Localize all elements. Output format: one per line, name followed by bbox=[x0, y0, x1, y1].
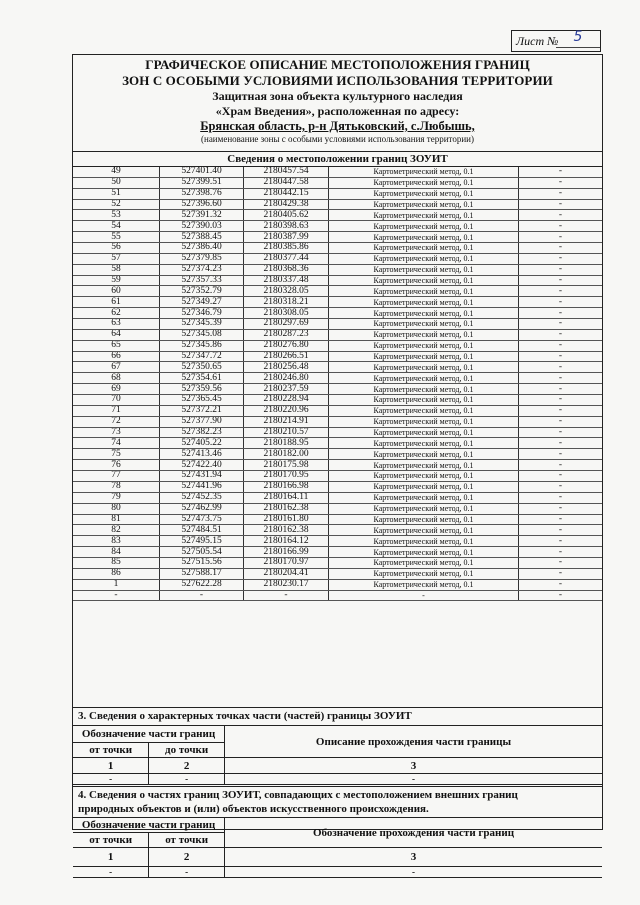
s3-num-3: 3 bbox=[225, 758, 603, 774]
s4-num-2: 2 bbox=[149, 848, 225, 867]
method-cell: Картометрический метод, 0.1 bbox=[329, 340, 519, 351]
table-row bbox=[73, 514, 602, 525]
method-cell: Картометрический метод, 0.1 bbox=[329, 395, 519, 406]
point-number-cell: 77 bbox=[73, 471, 160, 482]
method-cell: Картометрический метод, 0.1 bbox=[329, 286, 519, 297]
point-number-cell: 85 bbox=[73, 557, 160, 568]
x-coordinate-cell: - bbox=[160, 590, 244, 601]
description-cell: - bbox=[519, 405, 603, 416]
table-row bbox=[73, 568, 602, 579]
table-row bbox=[73, 384, 602, 395]
s4-cell-desc: - bbox=[225, 867, 603, 878]
x-coordinate-cell: 527398.76 bbox=[160, 188, 244, 199]
y-coordinate-cell: 2180164.11 bbox=[244, 492, 329, 503]
y-coordinate-cell: 2180246.80 bbox=[244, 373, 329, 384]
method-cell: Картометрический метод, 0.1 bbox=[329, 210, 519, 221]
s4-num-3: 3 bbox=[225, 848, 603, 867]
method-cell: Картометрический метод, 0.1 bbox=[329, 492, 519, 503]
method-cell: Картометрический метод, 0.1 bbox=[329, 253, 519, 264]
x-coordinate-cell: 527345.86 bbox=[160, 340, 244, 351]
x-coordinate-cell: 527622.28 bbox=[160, 579, 244, 590]
x-coordinate-cell: 527352.79 bbox=[160, 286, 244, 297]
y-coordinate-cell: 2180328.05 bbox=[244, 286, 329, 297]
x-coordinate-cell: 527357.33 bbox=[160, 275, 244, 286]
x-coordinate-cell: 527462.99 bbox=[160, 503, 244, 514]
method-cell: Картометрический метод, 0.1 bbox=[329, 243, 519, 254]
y-coordinate-cell: 2180377.44 bbox=[244, 253, 329, 264]
y-coordinate-cell: - bbox=[244, 590, 329, 601]
table-row bbox=[73, 253, 602, 264]
table-row bbox=[73, 416, 602, 427]
description-cell: - bbox=[519, 492, 603, 503]
method-cell: Картометрический метод, 0.1 bbox=[329, 221, 519, 232]
description-cell: - bbox=[519, 275, 603, 286]
table-row bbox=[73, 438, 602, 449]
y-coordinate-cell: 2180204.41 bbox=[244, 568, 329, 579]
table-row bbox=[73, 232, 602, 243]
description-cell: - bbox=[519, 449, 603, 460]
point-number-cell: 74 bbox=[73, 438, 160, 449]
y-coordinate-cell: 2180405.62 bbox=[244, 210, 329, 221]
point-number-cell: 84 bbox=[73, 547, 160, 558]
y-coordinate-cell: 2180166.98 bbox=[244, 481, 329, 492]
table-row bbox=[73, 536, 602, 547]
x-coordinate-cell: 527391.32 bbox=[160, 210, 244, 221]
method-cell: Картометрический метод, 0.1 bbox=[329, 514, 519, 525]
x-coordinate-cell: 527345.08 bbox=[160, 329, 244, 340]
table-row bbox=[73, 579, 602, 590]
point-number-cell: 76 bbox=[73, 460, 160, 471]
y-coordinate-cell: 2180276.80 bbox=[244, 340, 329, 351]
document-frame bbox=[72, 54, 603, 877]
sheet-number-box bbox=[511, 30, 601, 52]
s3-col-to: до точки bbox=[149, 743, 225, 758]
s3-col-desc: Описание прохождения части границы bbox=[225, 726, 603, 758]
x-coordinate-cell: 527399.51 bbox=[160, 177, 244, 188]
section-4-title-line-1: 4. Сведения о частях границ ЗОУИТ, совпадающих с местоположением внешних границ bbox=[78, 789, 518, 801]
method-cell: Картометрический метод, 0.1 bbox=[329, 579, 519, 590]
point-number-cell: 69 bbox=[73, 384, 160, 395]
x-coordinate-cell: 527346.79 bbox=[160, 308, 244, 319]
x-coordinate-cell: 527431.94 bbox=[160, 471, 244, 482]
point-number-cell: - bbox=[73, 590, 160, 601]
s3-col-from: от точки bbox=[73, 743, 149, 758]
x-coordinate-cell: 527347.72 bbox=[160, 351, 244, 362]
x-coordinate-cell: 527495.15 bbox=[160, 536, 244, 547]
description-cell: - bbox=[519, 253, 603, 264]
point-number-cell: 68 bbox=[73, 373, 160, 384]
method-cell: Картометрический метод, 0.1 bbox=[329, 199, 519, 210]
table-row bbox=[73, 264, 602, 275]
point-number-cell: 61 bbox=[73, 297, 160, 308]
y-coordinate-cell: 2180256.48 bbox=[244, 362, 329, 373]
y-coordinate-cell: 2180188.95 bbox=[244, 438, 329, 449]
point-number-cell: 73 bbox=[73, 427, 160, 438]
point-number-cell: 60 bbox=[73, 286, 160, 297]
x-coordinate-cell: 527349.27 bbox=[160, 297, 244, 308]
coordinates-table bbox=[73, 167, 602, 601]
x-coordinate-cell: 527350.65 bbox=[160, 362, 244, 373]
method-cell: Картометрический метод, 0.1 bbox=[329, 362, 519, 373]
description-cell: - bbox=[519, 460, 603, 471]
point-number-cell: 54 bbox=[73, 221, 160, 232]
s3-cell-desc: - bbox=[225, 774, 603, 785]
x-coordinate-cell: 527484.51 bbox=[160, 525, 244, 536]
table-row bbox=[73, 210, 602, 221]
y-coordinate-cell: 2180287.23 bbox=[244, 329, 329, 340]
method-cell: Картометрический метод, 0.1 bbox=[329, 405, 519, 416]
y-coordinate-cell: 2180162.38 bbox=[244, 503, 329, 514]
description-cell: - bbox=[519, 568, 603, 579]
point-number-cell: 56 bbox=[73, 243, 160, 254]
description-cell: - bbox=[519, 471, 603, 482]
table-row bbox=[73, 427, 602, 438]
method-cell: Картометрический метод, 0.1 bbox=[329, 568, 519, 579]
method-cell: Картометрический метод, 0.1 bbox=[329, 264, 519, 275]
table-row bbox=[73, 351, 602, 362]
description-cell: - bbox=[519, 210, 603, 221]
method-cell: Картометрический метод, 0.1 bbox=[329, 275, 519, 286]
table-row bbox=[73, 547, 602, 558]
description-cell: - bbox=[519, 590, 603, 601]
table-row bbox=[73, 329, 602, 340]
y-coordinate-cell: 2180447.58 bbox=[244, 177, 329, 188]
y-coordinate-cell: 2180162.38 bbox=[244, 525, 329, 536]
method-cell: Картометрический метод, 0.1 bbox=[329, 188, 519, 199]
description-cell: - bbox=[519, 329, 603, 340]
sheet-label: Лист № bbox=[516, 34, 559, 48]
y-coordinate-cell: 2180429.38 bbox=[244, 199, 329, 210]
point-number-cell: 57 bbox=[73, 253, 160, 264]
table-row bbox=[73, 557, 602, 568]
method-cell: Картометрический метод, 0.1 bbox=[329, 384, 519, 395]
s3-group-header: Обозначение части границ bbox=[73, 726, 225, 743]
y-coordinate-cell: 2180308.05 bbox=[244, 308, 329, 319]
description-cell: - bbox=[519, 525, 603, 536]
x-coordinate-cell: 527382.23 bbox=[160, 427, 244, 438]
table-row bbox=[73, 167, 602, 177]
document-header bbox=[73, 55, 602, 145]
point-number-cell: 59 bbox=[73, 275, 160, 286]
point-number-cell: 66 bbox=[73, 351, 160, 362]
s4-col-desc: Обозначение прохождения части границ bbox=[225, 818, 603, 848]
table-row bbox=[73, 525, 602, 536]
s4-col-to: от точки bbox=[149, 833, 225, 848]
x-coordinate-cell: 527374.23 bbox=[160, 264, 244, 275]
table-row bbox=[73, 286, 602, 297]
description-cell: - bbox=[519, 503, 603, 514]
description-cell: - bbox=[519, 536, 603, 547]
point-number-cell: 63 bbox=[73, 319, 160, 330]
method-cell: Картометрический метод, 0.1 bbox=[329, 319, 519, 330]
table-row bbox=[73, 449, 602, 460]
y-coordinate-cell: 2180387.99 bbox=[244, 232, 329, 243]
x-coordinate-cell: 527390.03 bbox=[160, 221, 244, 232]
table-row bbox=[73, 405, 602, 416]
table-row bbox=[73, 395, 602, 406]
y-coordinate-cell: 2180368.36 bbox=[244, 264, 329, 275]
x-coordinate-cell: 527441.96 bbox=[160, 481, 244, 492]
method-cell: Картометрический метод, 0.1 bbox=[329, 438, 519, 449]
x-coordinate-cell: 527405.22 bbox=[160, 438, 244, 449]
point-number-cell: 71 bbox=[73, 405, 160, 416]
y-coordinate-cell: 2180170.97 bbox=[244, 557, 329, 568]
table-row bbox=[73, 177, 602, 188]
description-cell: - bbox=[519, 514, 603, 525]
y-coordinate-cell: 2180166.99 bbox=[244, 547, 329, 558]
y-coordinate-cell: 2180161.80 bbox=[244, 514, 329, 525]
section-4-table bbox=[73, 817, 602, 878]
s4-col-from: от точки bbox=[73, 833, 149, 848]
x-coordinate-cell: 527505.54 bbox=[160, 547, 244, 558]
method-cell: Картометрический метод, 0.1 bbox=[329, 557, 519, 568]
table-row bbox=[73, 460, 602, 471]
description-cell: - bbox=[519, 221, 603, 232]
method-cell: Картометрический метод, 0.1 bbox=[329, 373, 519, 384]
s4-cell-from: - bbox=[73, 867, 149, 878]
point-number-cell: 72 bbox=[73, 416, 160, 427]
point-number-cell: 1 bbox=[73, 579, 160, 590]
table-row bbox=[73, 188, 602, 199]
s4-group-header: Обозначение части границ bbox=[73, 818, 225, 833]
description-cell: - bbox=[519, 557, 603, 568]
method-cell: - bbox=[329, 590, 519, 601]
y-coordinate-cell: 2180228.94 bbox=[244, 395, 329, 406]
method-cell: Картометрический метод, 0.1 bbox=[329, 460, 519, 471]
description-cell: - bbox=[519, 416, 603, 427]
zone-name-note: (наименование зоны с особыми условиями использования территории) bbox=[201, 134, 474, 144]
title-line-1: ГРАФИЧЕСКОЕ ОПИСАНИЕ МЕСТОПОЛОЖЕНИЯ ГРАНИЦ bbox=[145, 57, 530, 72]
y-coordinate-cell: 2180457.54 bbox=[244, 167, 329, 177]
table-row bbox=[73, 275, 602, 286]
point-number-cell: 51 bbox=[73, 188, 160, 199]
y-coordinate-cell: 2180337.48 bbox=[244, 275, 329, 286]
table-row bbox=[73, 319, 602, 330]
description-cell: - bbox=[519, 481, 603, 492]
section-4-title bbox=[73, 786, 602, 816]
y-coordinate-cell: 2180297.69 bbox=[244, 319, 329, 330]
s3-cell-to: - bbox=[149, 774, 225, 785]
y-coordinate-cell: 2180237.59 bbox=[244, 384, 329, 395]
table-row bbox=[73, 373, 602, 384]
section-3-table bbox=[73, 725, 602, 785]
method-cell: Картометрический метод, 0.1 bbox=[329, 536, 519, 547]
table-row bbox=[73, 199, 602, 210]
title-line-2: ЗОН С ОСОБЫМИ УСЛОВИЯМИ ИСПОЛЬЗОВАНИЯ ТЕРРИТОРИИ bbox=[122, 73, 553, 88]
description-cell: - bbox=[519, 362, 603, 373]
y-coordinate-cell: 2180220.96 bbox=[244, 405, 329, 416]
table-row bbox=[73, 243, 602, 254]
description-cell: - bbox=[519, 351, 603, 362]
method-cell: Картометрический метод, 0.1 bbox=[329, 177, 519, 188]
subtitle-line-2: «Храм Введения», расположенная по адресу: bbox=[215, 104, 460, 118]
description-cell: - bbox=[519, 167, 603, 177]
point-number-cell: 83 bbox=[73, 536, 160, 547]
table-row bbox=[73, 481, 602, 492]
description-cell: - bbox=[519, 286, 603, 297]
x-coordinate-cell: 527473.75 bbox=[160, 514, 244, 525]
x-coordinate-cell: 527372.21 bbox=[160, 405, 244, 416]
x-coordinate-cell: 527345.39 bbox=[160, 319, 244, 330]
method-cell: Картометрический метод, 0.1 bbox=[329, 416, 519, 427]
method-cell: Картометрический метод, 0.1 bbox=[329, 329, 519, 340]
y-coordinate-cell: 2180442.15 bbox=[244, 188, 329, 199]
table-row bbox=[73, 590, 602, 601]
point-number-cell: 67 bbox=[73, 362, 160, 373]
point-number-cell: 80 bbox=[73, 503, 160, 514]
table-row bbox=[73, 221, 602, 232]
description-cell: - bbox=[519, 340, 603, 351]
description-cell: - bbox=[519, 264, 603, 275]
s4-num-1: 1 bbox=[73, 848, 149, 867]
section-4-title-line-2: природных объектов и (или) объектов искусственного происхождения. bbox=[78, 803, 429, 815]
x-coordinate-cell: 527515.56 bbox=[160, 557, 244, 568]
table-row bbox=[73, 297, 602, 308]
description-cell: - bbox=[519, 373, 603, 384]
table-row bbox=[73, 503, 602, 514]
x-coordinate-cell: 527388.45 bbox=[160, 232, 244, 243]
y-coordinate-cell: 2180164.12 bbox=[244, 536, 329, 547]
x-coordinate-cell: 527354.61 bbox=[160, 373, 244, 384]
point-number-cell: 64 bbox=[73, 329, 160, 340]
x-coordinate-cell: 527359.56 bbox=[160, 384, 244, 395]
address: Брянская область, р-н Дятьковский, с.Любышь, bbox=[200, 119, 475, 133]
y-coordinate-cell: 2180210.57 bbox=[244, 427, 329, 438]
description-cell: - bbox=[519, 547, 603, 558]
x-coordinate-cell: 527452.35 bbox=[160, 492, 244, 503]
y-coordinate-cell: 2180230.17 bbox=[244, 579, 329, 590]
s4-cell-to: - bbox=[149, 867, 225, 878]
y-coordinate-cell: 2180385.86 bbox=[244, 243, 329, 254]
method-cell: Картометрический метод, 0.1 bbox=[329, 351, 519, 362]
table-row bbox=[73, 362, 602, 373]
description-cell: - bbox=[519, 438, 603, 449]
description-cell: - bbox=[519, 427, 603, 438]
point-number-cell: 58 bbox=[73, 264, 160, 275]
s3-num-1: 1 bbox=[73, 758, 149, 774]
s3-cell-from: - bbox=[73, 774, 149, 785]
y-coordinate-cell: 2180170.95 bbox=[244, 471, 329, 482]
description-cell: - bbox=[519, 308, 603, 319]
point-number-cell: 82 bbox=[73, 525, 160, 536]
method-cell: Картометрический метод, 0.1 bbox=[329, 232, 519, 243]
point-number-cell: 55 bbox=[73, 232, 160, 243]
point-number-cell: 79 bbox=[73, 492, 160, 503]
y-coordinate-cell: 2180175.98 bbox=[244, 460, 329, 471]
table-row bbox=[73, 308, 602, 319]
x-coordinate-cell: 527401.40 bbox=[160, 167, 244, 177]
x-coordinate-cell: 527386.40 bbox=[160, 243, 244, 254]
point-number-cell: 65 bbox=[73, 340, 160, 351]
description-cell: - bbox=[519, 188, 603, 199]
x-coordinate-cell: 527413.46 bbox=[160, 449, 244, 460]
section-2-title: Сведения о местоположении границ ЗОУИТ bbox=[73, 151, 602, 167]
method-cell: Картометрический метод, 0.1 bbox=[329, 308, 519, 319]
method-cell: Картометрический метод, 0.1 bbox=[329, 167, 519, 177]
y-coordinate-cell: 2180182.00 bbox=[244, 449, 329, 460]
y-coordinate-cell: 2180398.63 bbox=[244, 221, 329, 232]
method-cell: Картометрический метод, 0.1 bbox=[329, 449, 519, 460]
point-number-cell: 49 bbox=[73, 167, 160, 177]
x-coordinate-cell: 527588.17 bbox=[160, 568, 244, 579]
point-number-cell: 62 bbox=[73, 308, 160, 319]
description-cell: - bbox=[519, 243, 603, 254]
point-number-cell: 50 bbox=[73, 177, 160, 188]
description-cell: - bbox=[519, 384, 603, 395]
point-number-cell: 70 bbox=[73, 395, 160, 406]
method-cell: Картометрический метод, 0.1 bbox=[329, 525, 519, 536]
x-coordinate-cell: 527396.60 bbox=[160, 199, 244, 210]
y-coordinate-cell: 2180214.91 bbox=[244, 416, 329, 427]
y-coordinate-cell: 2180266.51 bbox=[244, 351, 329, 362]
description-cell: - bbox=[519, 177, 603, 188]
description-cell: - bbox=[519, 232, 603, 243]
subtitle-line-1: Защитная зона объекта культурного наследия bbox=[212, 89, 463, 103]
description-cell: - bbox=[519, 297, 603, 308]
method-cell: Картометрический метод, 0.1 bbox=[329, 297, 519, 308]
description-cell: - bbox=[519, 199, 603, 210]
description-cell: - bbox=[519, 319, 603, 330]
table-row bbox=[73, 340, 602, 351]
table-row bbox=[73, 492, 602, 503]
x-coordinate-cell: 527379.85 bbox=[160, 253, 244, 264]
method-cell: Картометрический метод, 0.1 bbox=[329, 481, 519, 492]
point-number-cell: 53 bbox=[73, 210, 160, 221]
point-number-cell: 75 bbox=[73, 449, 160, 460]
point-number-cell: 52 bbox=[73, 199, 160, 210]
point-number-cell: 86 bbox=[73, 568, 160, 579]
y-coordinate-cell: 2180318.21 bbox=[244, 297, 329, 308]
point-number-cell: 78 bbox=[73, 481, 160, 492]
method-cell: Картометрический метод, 0.1 bbox=[329, 503, 519, 514]
description-cell: - bbox=[519, 579, 603, 590]
sheet-number: 5 bbox=[556, 29, 600, 48]
x-coordinate-cell: 527365.45 bbox=[160, 395, 244, 406]
method-cell: Картометрический метод, 0.1 bbox=[329, 547, 519, 558]
point-number-cell: 81 bbox=[73, 514, 160, 525]
section-3-title: 3. Сведения о характерных точках части (частей) границы ЗОУИТ bbox=[73, 707, 602, 725]
s3-num-2: 2 bbox=[149, 758, 225, 774]
method-cell: Картометрический метод, 0.1 bbox=[329, 427, 519, 438]
method-cell: Картометрический метод, 0.1 bbox=[329, 471, 519, 482]
x-coordinate-cell: 527377.90 bbox=[160, 416, 244, 427]
table-row bbox=[73, 471, 602, 482]
x-coordinate-cell: 527422.40 bbox=[160, 460, 244, 471]
description-cell: - bbox=[519, 395, 603, 406]
